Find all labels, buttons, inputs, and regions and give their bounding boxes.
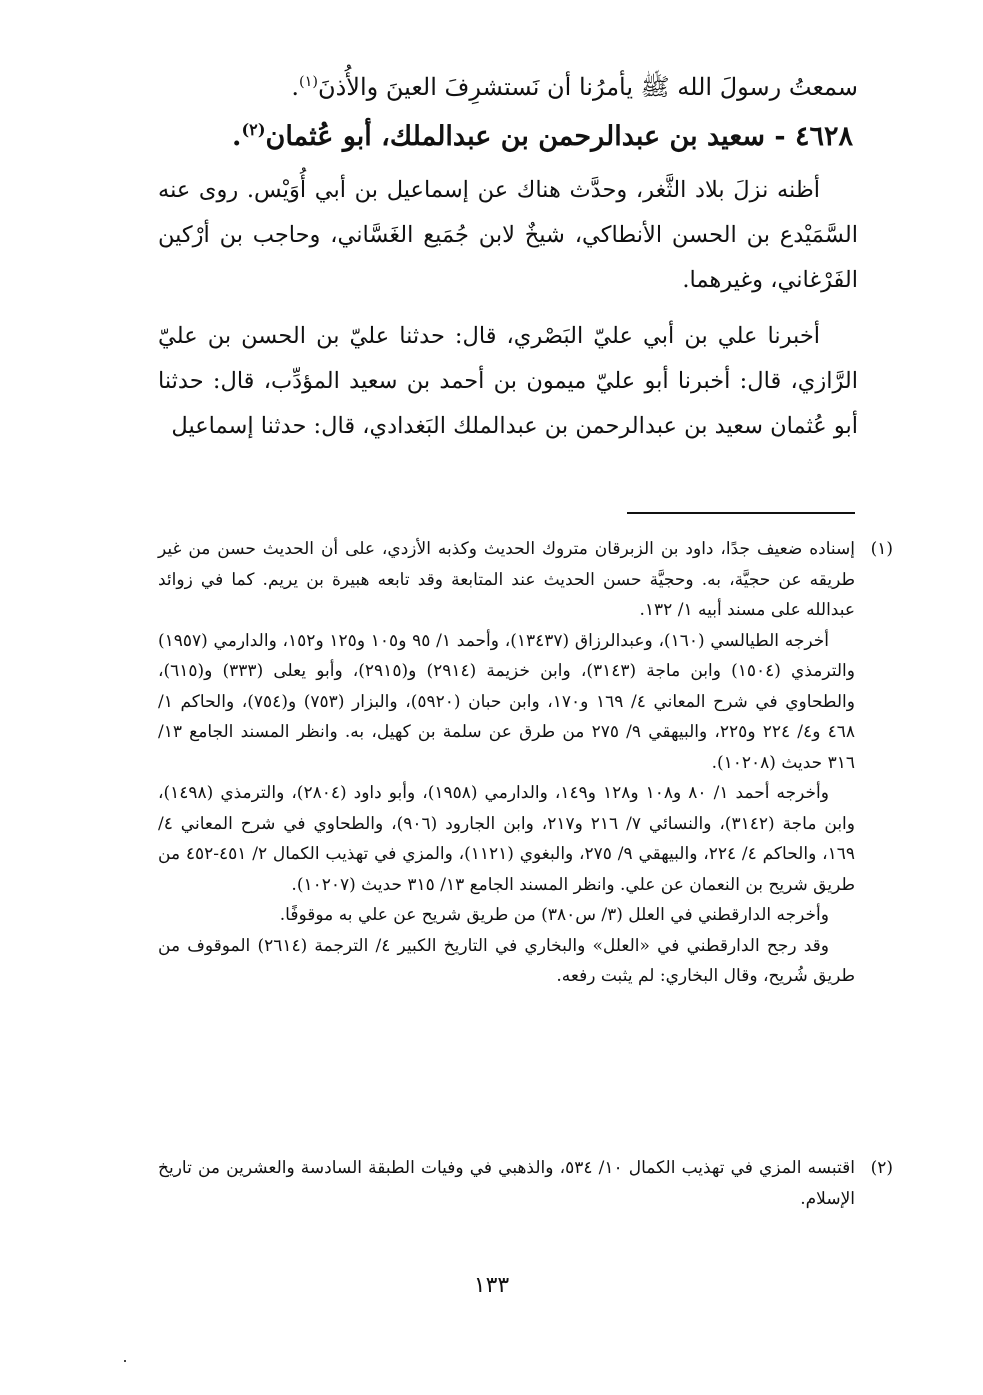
biography-paragraph: أظنه نزلَ بلاد الثَّغر، وحدَّث هناك عن إسماعيل بن أبي أُوَيْس. روى عنه السَّمَيْدع بن الحسن الأنطاكي، شيخٌ لابن جُمَيع الغَسَّاني، وحاجب بن أرْكين الفَرْغاني، وغيرهما.	[158, 177, 858, 293]
footnote-1-paragraph: وأخرجه أحمد ١/ ٨٠ و١٠٨ و١٢٨ و١٤٩، والدارمي (١٩٥٨)، وأبو داود (٢٨٠٤)، والترمذي (١٤٩٨)، وابن ماجة (٣١٤٢)، والنسائي ٧/ ٢١٦ و٢١٧، وابن الجارود (٩٠٦)، والطحاوي في شرح المعاني ٤/ ١٦٩، والحاكم ٤/ ٢٢٤، والبيهقي ٩/ ٢٧٥، والبغوي (١١٢١)، والمزي في تهذيب الكمال ٢/ ٤٥١-٤٥٢ من طريق شريح بن النعمان عن علي. وانظر المسند الجامع ١٣/ ٣١٥ حديث (١٠٢٠٧).	[158, 783, 855, 895]
footnote-1-paragraph: إسناده ضعيف جدًا، داود بن الزبرقان متروك الحديث وكذبه الأزدي، على أن الحديث حسن من غير طريقه عن حجيَّة، به. وحجيَّة حسن الحديث عند المتابعة وقد تابعه هبيرة بن يريم. كما في زوائد عبدالله على مسند أبيه ١/ ١٣٢.	[158, 539, 855, 620]
footnote-1-paragraph: أخرجه الطيالسي (١٦٠)، وعبدالرزاق (١٣٤٣٧)، وأحمد ١/ ٩٥ و١٠٥ و١٢٥ و١٥٢، والدارمي (١٩٥٧) والترمذي (١٥٠٤) وابن ماجة (٣١٤٣)، وابن خزيمة (٢٩١٤) و(٢٩١٥)، وأبو يعلى (٣٣٣) و(٦١٥)، والطحاوي في شرح المعاني ٤/ ١٦٩ و١٧٠، وابن حبان (٥٩٢٠)، والبزار (٧٥٣) و(٧٥٤)، والحاكم ١/ ٤٦٨ و٤/ ٢٢٤ و٢٢٥، والبيهقي ٩/ ٢٧٥ من طرق عن سلمة بن كهيل، به. وانظر المسند الجامع ١٣/ ٣١٦ حديث (١٠٢٠٨).	[158, 630, 855, 773]
page-number: ١٣٣	[473, 1273, 510, 1298]
footnote-2	[158, 1153, 893, 1214]
footnote-1	[158, 534, 893, 992]
footnote-1-paragraph: وأخرجه الدارقطني في العلل (٣/ س٣٨٠) من طريق شريح عن علي به موقوفًا.	[279, 905, 829, 925]
hadith-tail-end: .	[291, 73, 299, 101]
entry-heading-end: .	[232, 121, 242, 152]
footnote-separator	[627, 512, 855, 514]
isnad-paragraph: أخبرنا علي بن أبي عليّ البَصْري، قال: حدثنا عليّ بن الحسن بن عليّ الرَّازي، قال: أخبرنا أبو عليّ ميمون بن أحمد بن سعيد المؤدِّب، قال: حدثنا أبو عُثمان سعيد بن عبدالرحمن بن عبدالملك البَغدادي، قال: حدثنا إسماعيل	[158, 323, 858, 439]
entry-heading	[153, 120, 853, 152]
entry-heading-text: ٤٦٢٨ - سعيد بن عبدالرحمن بن عبدالملك، أبو عُثمان	[265, 121, 853, 152]
footnote-1-paragraph: وقد رجح الدارقطني في «العلل» والبخاري في التاريخ الكبير ٤/ الترجمة (٢٦١٤) الموقوف من طريق شُريح، وقال البخاري: لم يثبت رفعه.	[158, 935, 855, 986]
footnote-2-text: اقتبسه المزي في تهذيب الكمال ١٠/ ٥٣٤، والذهبي في وفيات الطبقة السادسة والعشرين من تاريخ الإسلام.	[158, 1158, 855, 1209]
hadith-tail-text: سمعتُ رسولَ الله ﷺ يأمرُنا أن نَستشرِفَ العينَ والأُذنَ	[317, 73, 858, 101]
footnote-2-number: (٢)	[870, 1158, 893, 1178]
scan-speck	[124, 1360, 126, 1362]
hadith-continuation-line	[128, 72, 858, 107]
footnote-ref-1: (١)	[298, 74, 318, 90]
footnote-ref-2: (٢)	[241, 120, 266, 139]
footnote-1-number: (١)	[870, 539, 893, 559]
